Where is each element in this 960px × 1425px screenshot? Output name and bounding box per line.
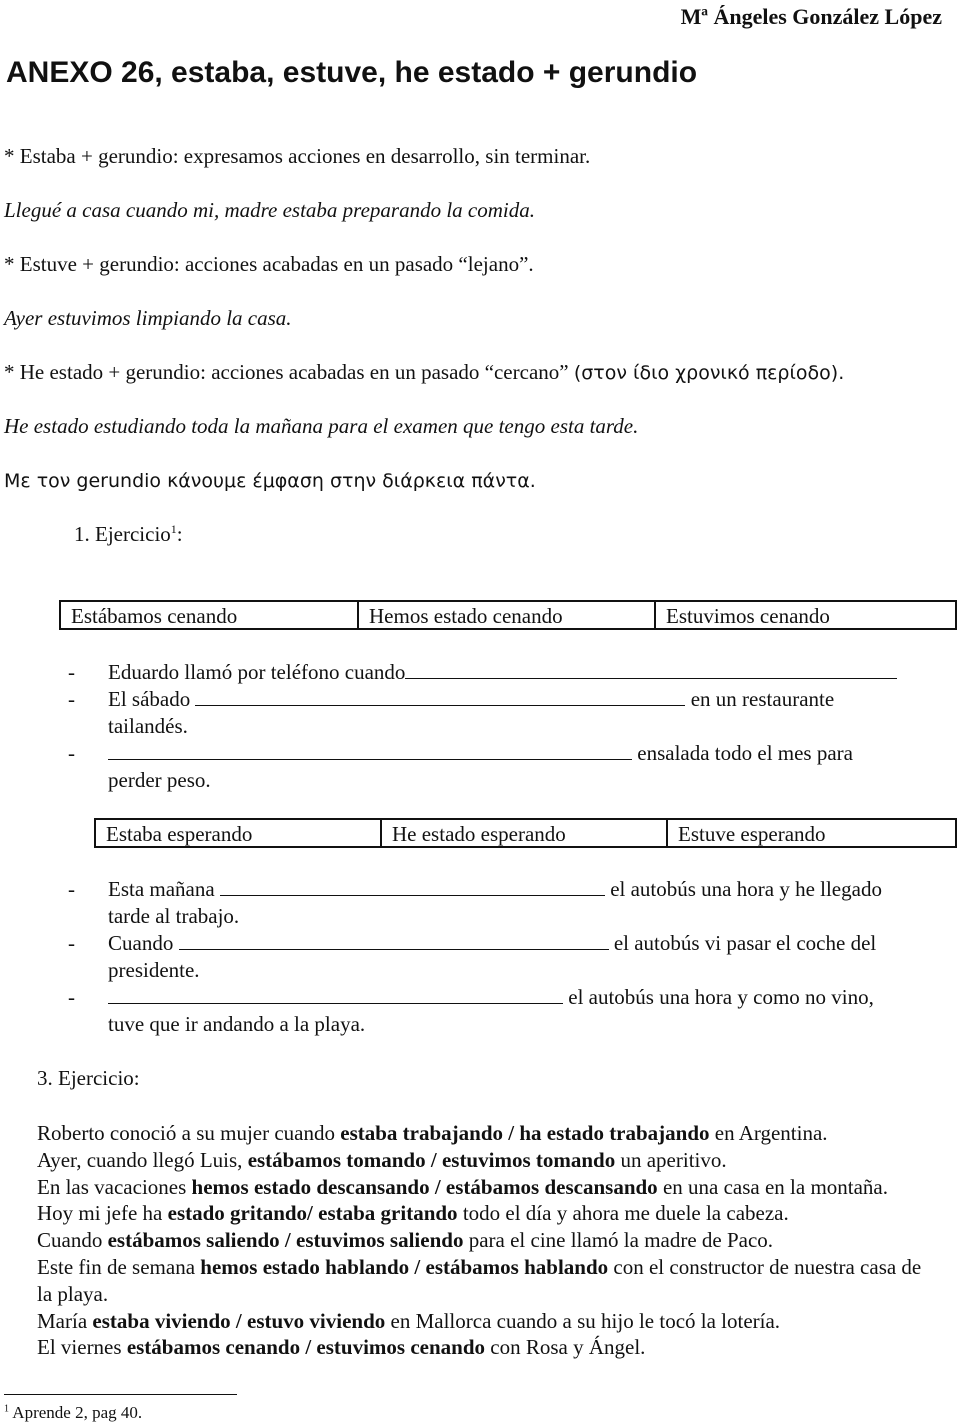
example-estaba: Llegué a casa cuando mi, madre estaba preparando la comida. <box>4 198 535 222</box>
sentence: El viernes estábamos cenando / estuvimos cenando con Rosa y Ángel. <box>37 1335 646 1360</box>
option-b-2: He estado esperando <box>380 820 666 846</box>
item-text-after: ensalada todo el mes para <box>632 741 853 765</box>
item-dash: - <box>68 985 75 1009</box>
list-item <box>68 930 876 984</box>
item-text-cont: tuve que ir andando a la playa. <box>108 1012 366 1036</box>
item-dash: - <box>68 741 75 765</box>
sentence: Ayer, cuando llegó Luis, estábamos tomando / estuvimos tomando un aperitivo. <box>37 1147 727 1172</box>
page-title: ANEXO 26, estaba, estuve, he estado + gerundio <box>6 56 698 89</box>
choice[interactable]: estábamos tomando / estuvimos tomando <box>247 1147 616 1172</box>
options-table-b <box>94 818 957 848</box>
item-dash: - <box>68 687 75 711</box>
answer-blank[interactable] <box>220 877 605 896</box>
sentence: Este fin de semana hemos estado hablando / estábamos hablando con el constructor de nuestra casa de la playa. <box>37 1254 922 1306</box>
choice[interactable]: hemos estado descansando / estábamos descansando <box>191 1174 658 1199</box>
example-he-estado: He estado estudiando toda la mañana para el examen que tengo esta tarde. <box>4 414 639 438</box>
item-text-after: el autobús una hora y como no vino, <box>563 985 874 1009</box>
rule-estuve: * Estuve + gerundio: acciones acabadas en un pasado “lejano”. <box>4 252 534 276</box>
choice[interactable]: estábamos cenando / estuvimos cenando <box>126 1335 486 1360</box>
item-text: El sábado <box>108 687 191 711</box>
author-name: Mª Ángeles González López <box>680 4 942 29</box>
item-text-cont: tarde al trabajo. <box>108 904 240 928</box>
footnote-number: 1 <box>4 1403 9 1415</box>
rule-estaba: * Estaba + gerundio: expresamos acciones en desarrollo, sin terminar. <box>4 144 591 168</box>
item-text-after: el autobús vi pasar el coche del <box>608 931 877 955</box>
exercise1-label-suffix: : <box>176 522 183 546</box>
option-a-2: Hemos estado cenando <box>357 602 654 628</box>
item-text-after: en un restaurante <box>685 687 835 711</box>
item-text-after: el autobús una hora y he llegado <box>604 877 882 901</box>
list-item <box>68 984 874 1038</box>
footnote <box>4 1403 142 1423</box>
answer-blank[interactable] <box>108 985 563 1004</box>
answer-blank[interactable] <box>179 931 609 950</box>
option-a-3: Estuvimos cenando <box>654 602 955 628</box>
rule-he-estado-text: * He estado + gerundio: acciones acabadas en un pasado “cercano” <box>4 360 574 384</box>
sentence: Cuando estábamos saliendo / estuvimos saliendo para el cine llamó la madre de Paco. <box>37 1228 774 1253</box>
item-text-cont: tailandés. <box>108 714 188 738</box>
choice[interactable]: estado gritando/ estaba gritando <box>167 1201 458 1226</box>
answer-blank[interactable] <box>405 660 897 679</box>
greek-note: Με τον gerundio κάνουμε έμφαση στην διάρκεια πάντα. <box>4 470 536 492</box>
exercise3-heading: 3. Ejercicio: <box>37 1066 140 1090</box>
rule-he-estado-greek: (στον ίδιο χρονικό περίοδο). <box>573 362 845 384</box>
option-a-1: Estábamos cenando <box>71 604 238 628</box>
exercise3-sentences <box>37 1120 937 1361</box>
sentence: En las vacaciones hemos estado descansando / estábamos descansando en una casa en la montaña. <box>37 1174 889 1199</box>
options-table-a <box>59 600 957 630</box>
item-dash: - <box>68 877 75 901</box>
choice[interactable]: hemos estado hablando / estábamos hablando <box>200 1254 609 1279</box>
exercise1-heading <box>74 522 183 547</box>
item-dash: - <box>68 931 75 955</box>
choice[interactable]: estaba trabajando / ha estado trabajando <box>340 1121 710 1145</box>
item-text: Esta mañana <box>108 877 215 901</box>
sentence: Hoy mi jefe ha estado gritando/ estaba gritando todo el día y ahora me duele la cabeza. <box>37 1201 789 1226</box>
footnote-ref: 1 <box>170 522 177 536</box>
choice[interactable]: estábamos saliendo / estuvimos saliendo <box>107 1228 464 1253</box>
rule-he-estado <box>4 360 844 385</box>
item-text: Cuando <box>108 931 174 955</box>
item-text-cont: presidente. <box>108 958 200 982</box>
item-text-cont: perder peso. <box>108 768 211 792</box>
option-b-1: Estaba esperando <box>106 822 253 846</box>
list-item <box>68 876 882 930</box>
answer-blank[interactable] <box>195 687 685 706</box>
option-b-3: Estuve esperando <box>666 820 955 846</box>
list-item <box>68 659 897 686</box>
exercise1-label: 1. Ejercicio <box>74 522 171 546</box>
list-item <box>68 686 834 740</box>
choice[interactable]: estaba viviendo / estuvo viviendo <box>92 1308 386 1333</box>
sentence: Roberto conoció a su mujer cuando estaba trabajando / ha estado trabajando en Argentina. <box>37 1121 828 1145</box>
item-dash: - <box>68 660 75 684</box>
item-text: Eduardo llamó por teléfono cuando <box>108 660 406 684</box>
answer-blank[interactable] <box>108 741 632 760</box>
footnote-text: Aprende 2, pag 40. <box>9 1403 143 1422</box>
list-item <box>68 740 853 794</box>
example-estuve: Ayer estuvimos limpiando la casa. <box>4 306 292 330</box>
sentence: María estaba viviendo / estuvo viviendo en Mallorca cuando a su hijo le tocó la lotería. <box>37 1308 781 1333</box>
footnote-divider <box>4 1394 237 1395</box>
